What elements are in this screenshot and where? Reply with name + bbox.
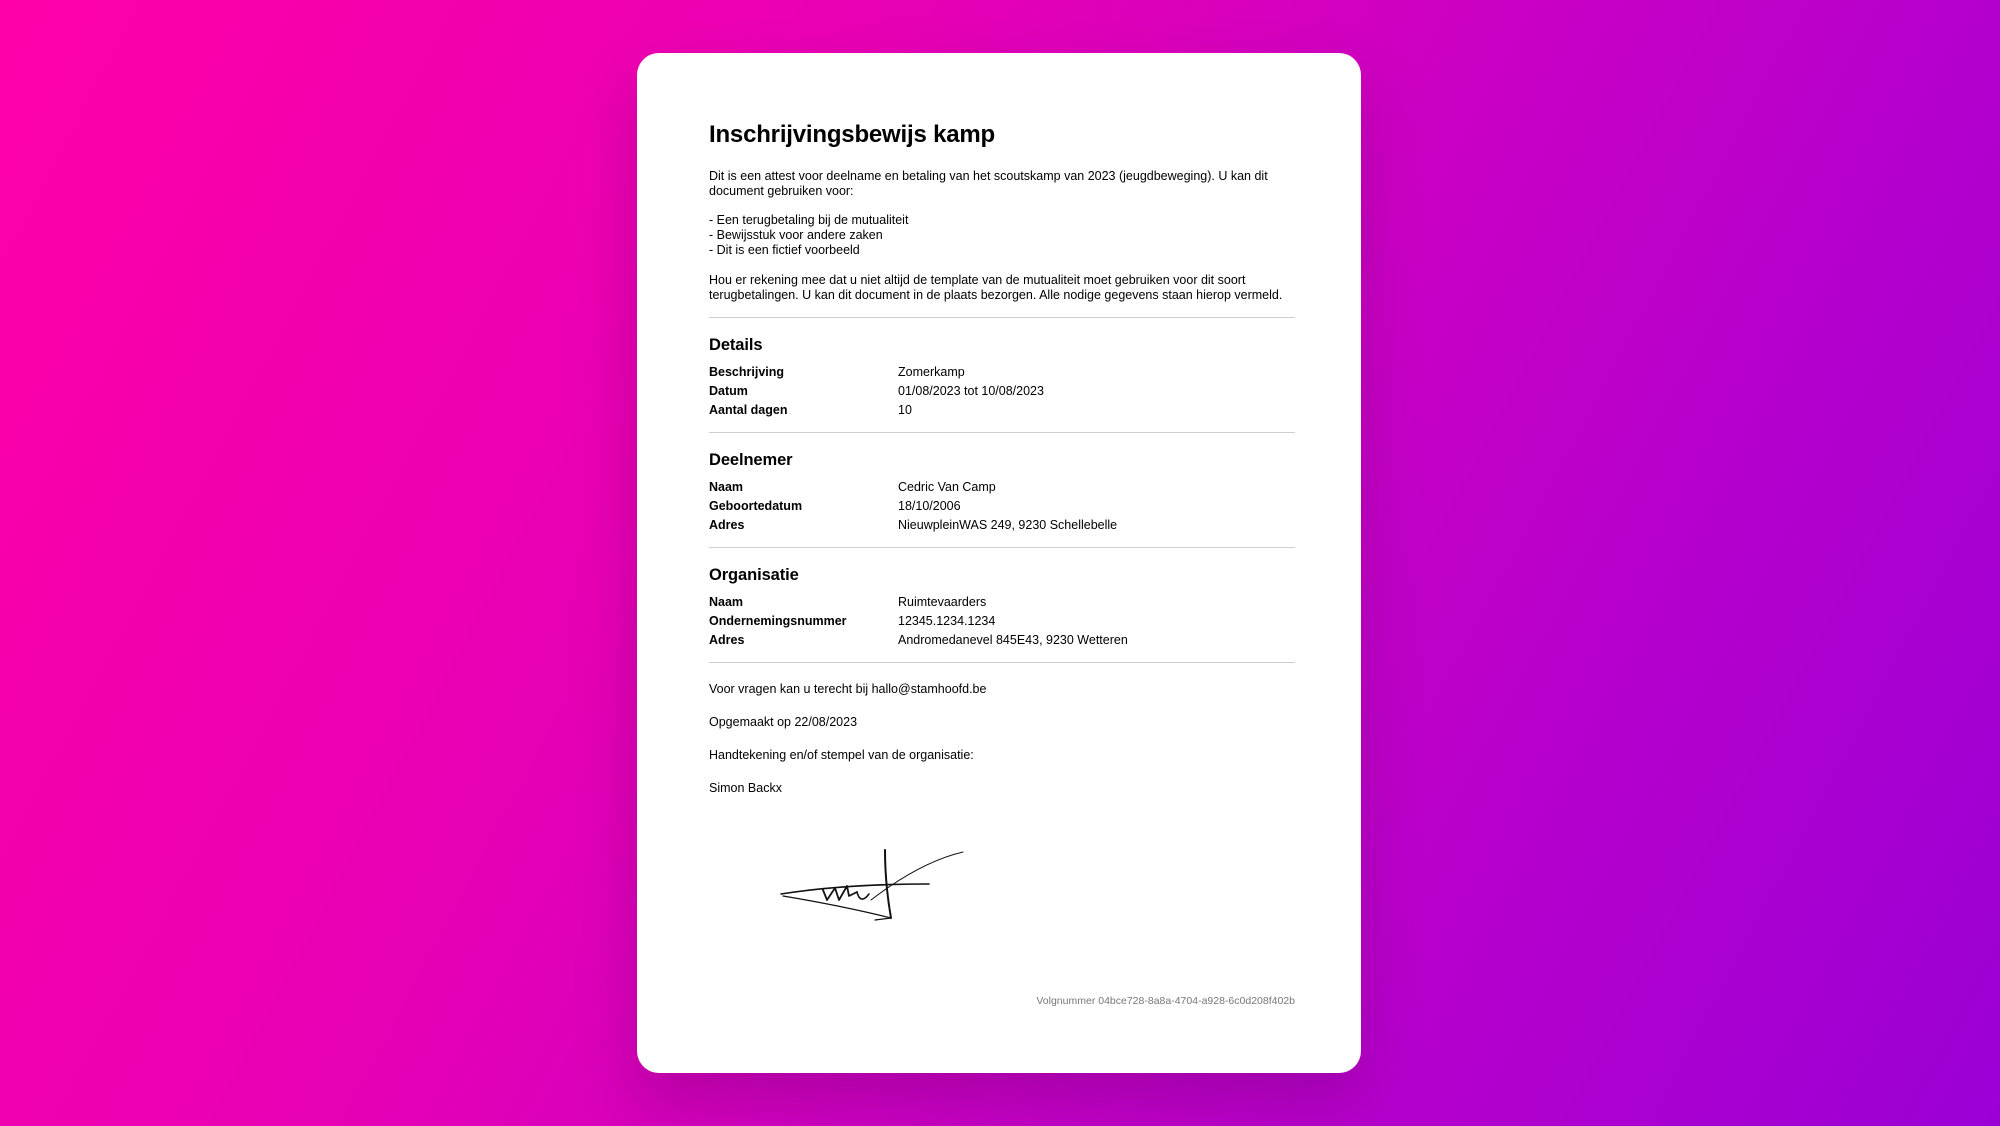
uses-item: - Bewijsstuk voor andere zaken — [709, 228, 883, 242]
uses-item: - Een terugbetaling bij de mutualiteit — [709, 213, 909, 227]
detail-label: Aantal dagen — [709, 403, 788, 417]
organisation-value: Ruimtevaarders — [898, 595, 987, 609]
organisation-row — [709, 595, 1295, 610]
uses-item: - Dit is een fictief voorbeeld — [709, 243, 860, 257]
certificate-document — [637, 53, 1361, 1073]
uses-list — [709, 213, 1295, 258]
participant-value: 18/10/2006 — [898, 499, 961, 513]
document-title: Inschrijvingsbewijs kamp — [709, 121, 995, 148]
participant-label: Naam — [709, 480, 744, 494]
participant-row — [709, 499, 1295, 514]
signer-name: Simon Backx — [709, 781, 782, 795]
organisation-label: Adres — [709, 633, 745, 647]
participant-row — [709, 518, 1295, 533]
detail-label: Beschrijving — [709, 365, 785, 379]
participant-label: Adres — [709, 518, 745, 532]
details-section — [709, 318, 1295, 418]
participant-value: Cedric Van Camp — [898, 480, 996, 494]
organisation-row — [709, 633, 1295, 648]
intro-text: Dit is een attest voor deelname en betaling van het scoutskamp van 2023 (jeugdbeweging). U kan dit document gebruiken voor: — [709, 169, 1268, 198]
detail-value: Zomerkamp — [898, 365, 965, 379]
participant-label: Geboortedatum — [709, 499, 803, 513]
organisation-label: Naam — [709, 595, 744, 609]
contact-text: Voor vragen kan u terecht bij hallo@stamhoofd.be — [709, 682, 987, 696]
organisation-section — [709, 548, 1295, 648]
details-heading: Details — [709, 336, 763, 354]
organisation-label: Ondernemingsnummer — [709, 614, 847, 628]
detail-value: 01/08/2023 tot 10/08/2023 — [898, 384, 1044, 398]
organisation-value: Andromedanevel 845E43, 9230 Wetteren — [898, 633, 1128, 647]
participant-section — [709, 433, 1295, 533]
detail-row — [709, 365, 1295, 380]
signature-label: Handtekening en/of stempel van de organisatie: — [709, 748, 974, 762]
organisation-row — [709, 614, 1295, 629]
detail-row — [709, 403, 1295, 418]
organisation-value: 12345.1234.1234 — [898, 614, 996, 628]
participant-heading: Deelnemer — [709, 451, 793, 469]
note-text: Hou er rekening mee dat u niet altijd de template van de mutualiteit moet gebruiken voor dit soort terugbetalingen. U kan dit document in de plaats bezorgen. Alle nodige gegevens staan hierop vermeld. — [709, 273, 1283, 302]
created-date: Opgemaakt op 22/08/2023 — [709, 715, 858, 729]
detail-label: Datum — [709, 384, 748, 398]
participant-row — [709, 480, 1295, 495]
participant-value: NieuwpleinWAS 249, 9230 Schellebelle — [898, 518, 1118, 532]
detail-value: 10 — [898, 403, 912, 417]
detail-row — [709, 384, 1295, 399]
footer-section — [709, 663, 1295, 796]
serial-number: Volgnummer 04bce728-8a8a-4704-a928-6c0d208f402b — [1036, 995, 1295, 1007]
signature-image — [779, 840, 979, 930]
organisation-heading: Organisatie — [709, 566, 799, 584]
